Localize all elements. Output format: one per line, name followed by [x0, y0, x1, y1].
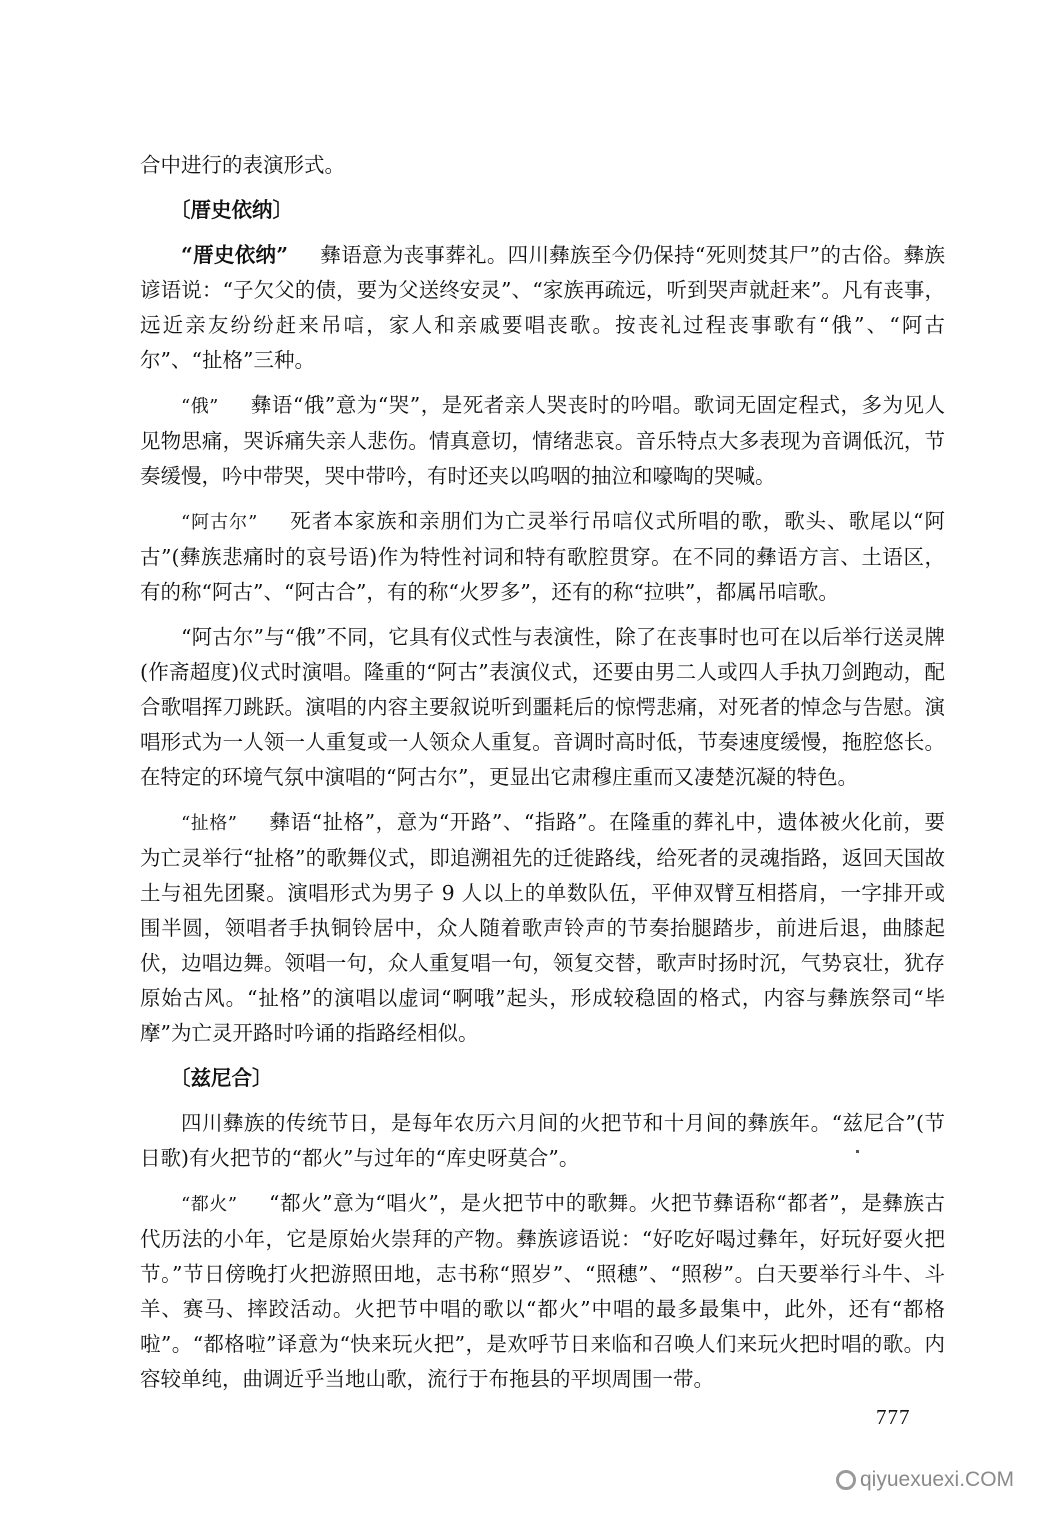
paragraph-text: 彝语意为丧事葬礼。四川彝族至今仍保持“死则焚其尸”的古俗。彝族谚语说：“子欠父的债，要为父送终安灵”、“家族再疏远，听到哭声就赶来”。凡有丧事，远近亲友纷纷赶来吊唁，家人和亲戚要唱丧歌。按丧礼过程丧事歌有“俄”、“阿古尔”、“扯格”三种。 — [140, 243, 945, 372]
paragraph-duhuo — [140, 1186, 945, 1397]
paragraph-text: 死者本家族和亲朋们为亡灵举行吊唁仪式所唱的歌，歌头、歌尾以“阿古”(彝族悲痛时的哀号语)作为特性衬词和特有歌腔贯穿。在不同的彝语方言、土语区，有的称“阿古”、“阿古合”，有的称“火罗多”，还有的称“拉哄”，都属吊唁歌。 — [140, 509, 946, 604]
watermark-logo-icon — [836, 1470, 856, 1490]
paragraph-aguer-ritual: “阿古尔”与“俄”不同，它具有仪式性与表演性，除了在丧事时也可在以后举行送灵牌(作斋超度)仪式时演唱。隆重的“阿古”表演仪式，还要由男二人或四人手执刀剑跑动，配合歌唱挥刀跳跃。演唱的内容主要叙说听到噩耗后的惊愕悲痛，对死者的悼念与告慰。演唱形式为一人领一人重复或一人领众人重复。音调时高时低，节奏速度缓慢，拖腔悠长。在特定的环境气氛中演唱的“阿古尔”，更显出它肃穆庄重而又凄楚沉凝的特色。 — [140, 625, 945, 789]
paragraph-festival: 四川彝族的传统节日，是每年农历六月间的火把节和十月间的彝族年。“兹尼合”(节日歌)有火把节的“都火”与过年的“库史呀莫合”。 — [140, 1111, 945, 1170]
scan-speck — [856, 1150, 859, 1153]
term-e: “俄” — [181, 396, 219, 417]
paragraph-text: 彝语“扯格”，意为“开路”、“指路”。在隆重的葬礼中，遗体被火化前，要为亡灵举行“扯格”的歌舞仪式，即追溯祖先的迁徙路线，给死者的灵魂指路，返回天国故土与祖先团聚。演唱形式为男子 9 人以上的单数队伍，平伸双臂互相搭肩，一字排开或围半圆，领唱者手执铜铃居中，众人随着歌声铃声的节奏抬腿踏步，前进后退，曲膝起伏，边唱边舞。领唱一句，众人重复唱一句，领复交替，歌声时扬时沉，气势哀壮，犹存原始古风。“扯格”的演唱以虚词“啊哦”起头，形成较稳固的格式，内容与彝族祭司“毕摩”为亡灵开路时吟诵的指路经相似。 — [140, 810, 945, 1045]
paragraph-text: “都火”意为“唱火”，是火把节中的歌舞。火把节彝语称“都者”，是彝族古代历法的小年，它是原始火崇拜的产物。彝族谚语说：“好吃好喝过彝年，好玩好耍火把节。”节日傍晚打火把游照田地，志书称“照岁”、“照穗”、“照秽”。白天要举行斗牛、斗羊、赛马、摔跤活动。火把节中唱的歌以“都火”中唱的最多最集中，此外，还有“都格啦”。“都格啦”译意为“快来玩火把”，是欢呼节日来临和召唤人们来玩火把时唱的歌。内容较单纯，曲调近乎当地山歌，流行于布拖县的平坝周围一带。 — [140, 1191, 945, 1391]
section-heading-ziniher: 〔兹尼合〕 — [170, 1066, 273, 1090]
term-chege: “扯格” — [181, 813, 237, 834]
site-watermark — [836, 1468, 1014, 1492]
paragraph-chege — [140, 805, 945, 1051]
paragraph-aguer — [140, 504, 945, 610]
paragraph-e — [140, 388, 945, 494]
paragraph-cuoshiyina — [140, 238, 945, 378]
paragraph-continuation: 合中进行的表演形式。 — [140, 153, 345, 177]
page-number: 777 — [876, 1405, 911, 1429]
term-cuoshiyina: “厝史依纳” — [181, 243, 289, 267]
document-body — [140, 148, 945, 1407]
paragraph-text: 彝语“俄”意为“哭”，是死者亲人哭丧时的吟唱。歌词无固定程式，多为见人见物思痛，哭诉痛失亲人悲伤。情真意切，情绪悲哀。音乐特点大多表现为音调低沉，节奏缓慢，吟中带哭，哭中带吟，有时还夹以呜咽的抽泣和嚎啕的哭喊。 — [140, 393, 945, 488]
term-duhuo: “都火” — [181, 1194, 238, 1215]
term-aguer: “阿古尔” — [181, 512, 258, 533]
watermark-text: qiyuexuexi.COM — [860, 1468, 1015, 1491]
section-heading-cuoshiyina: 〔厝史依纳〕 — [170, 198, 293, 222]
